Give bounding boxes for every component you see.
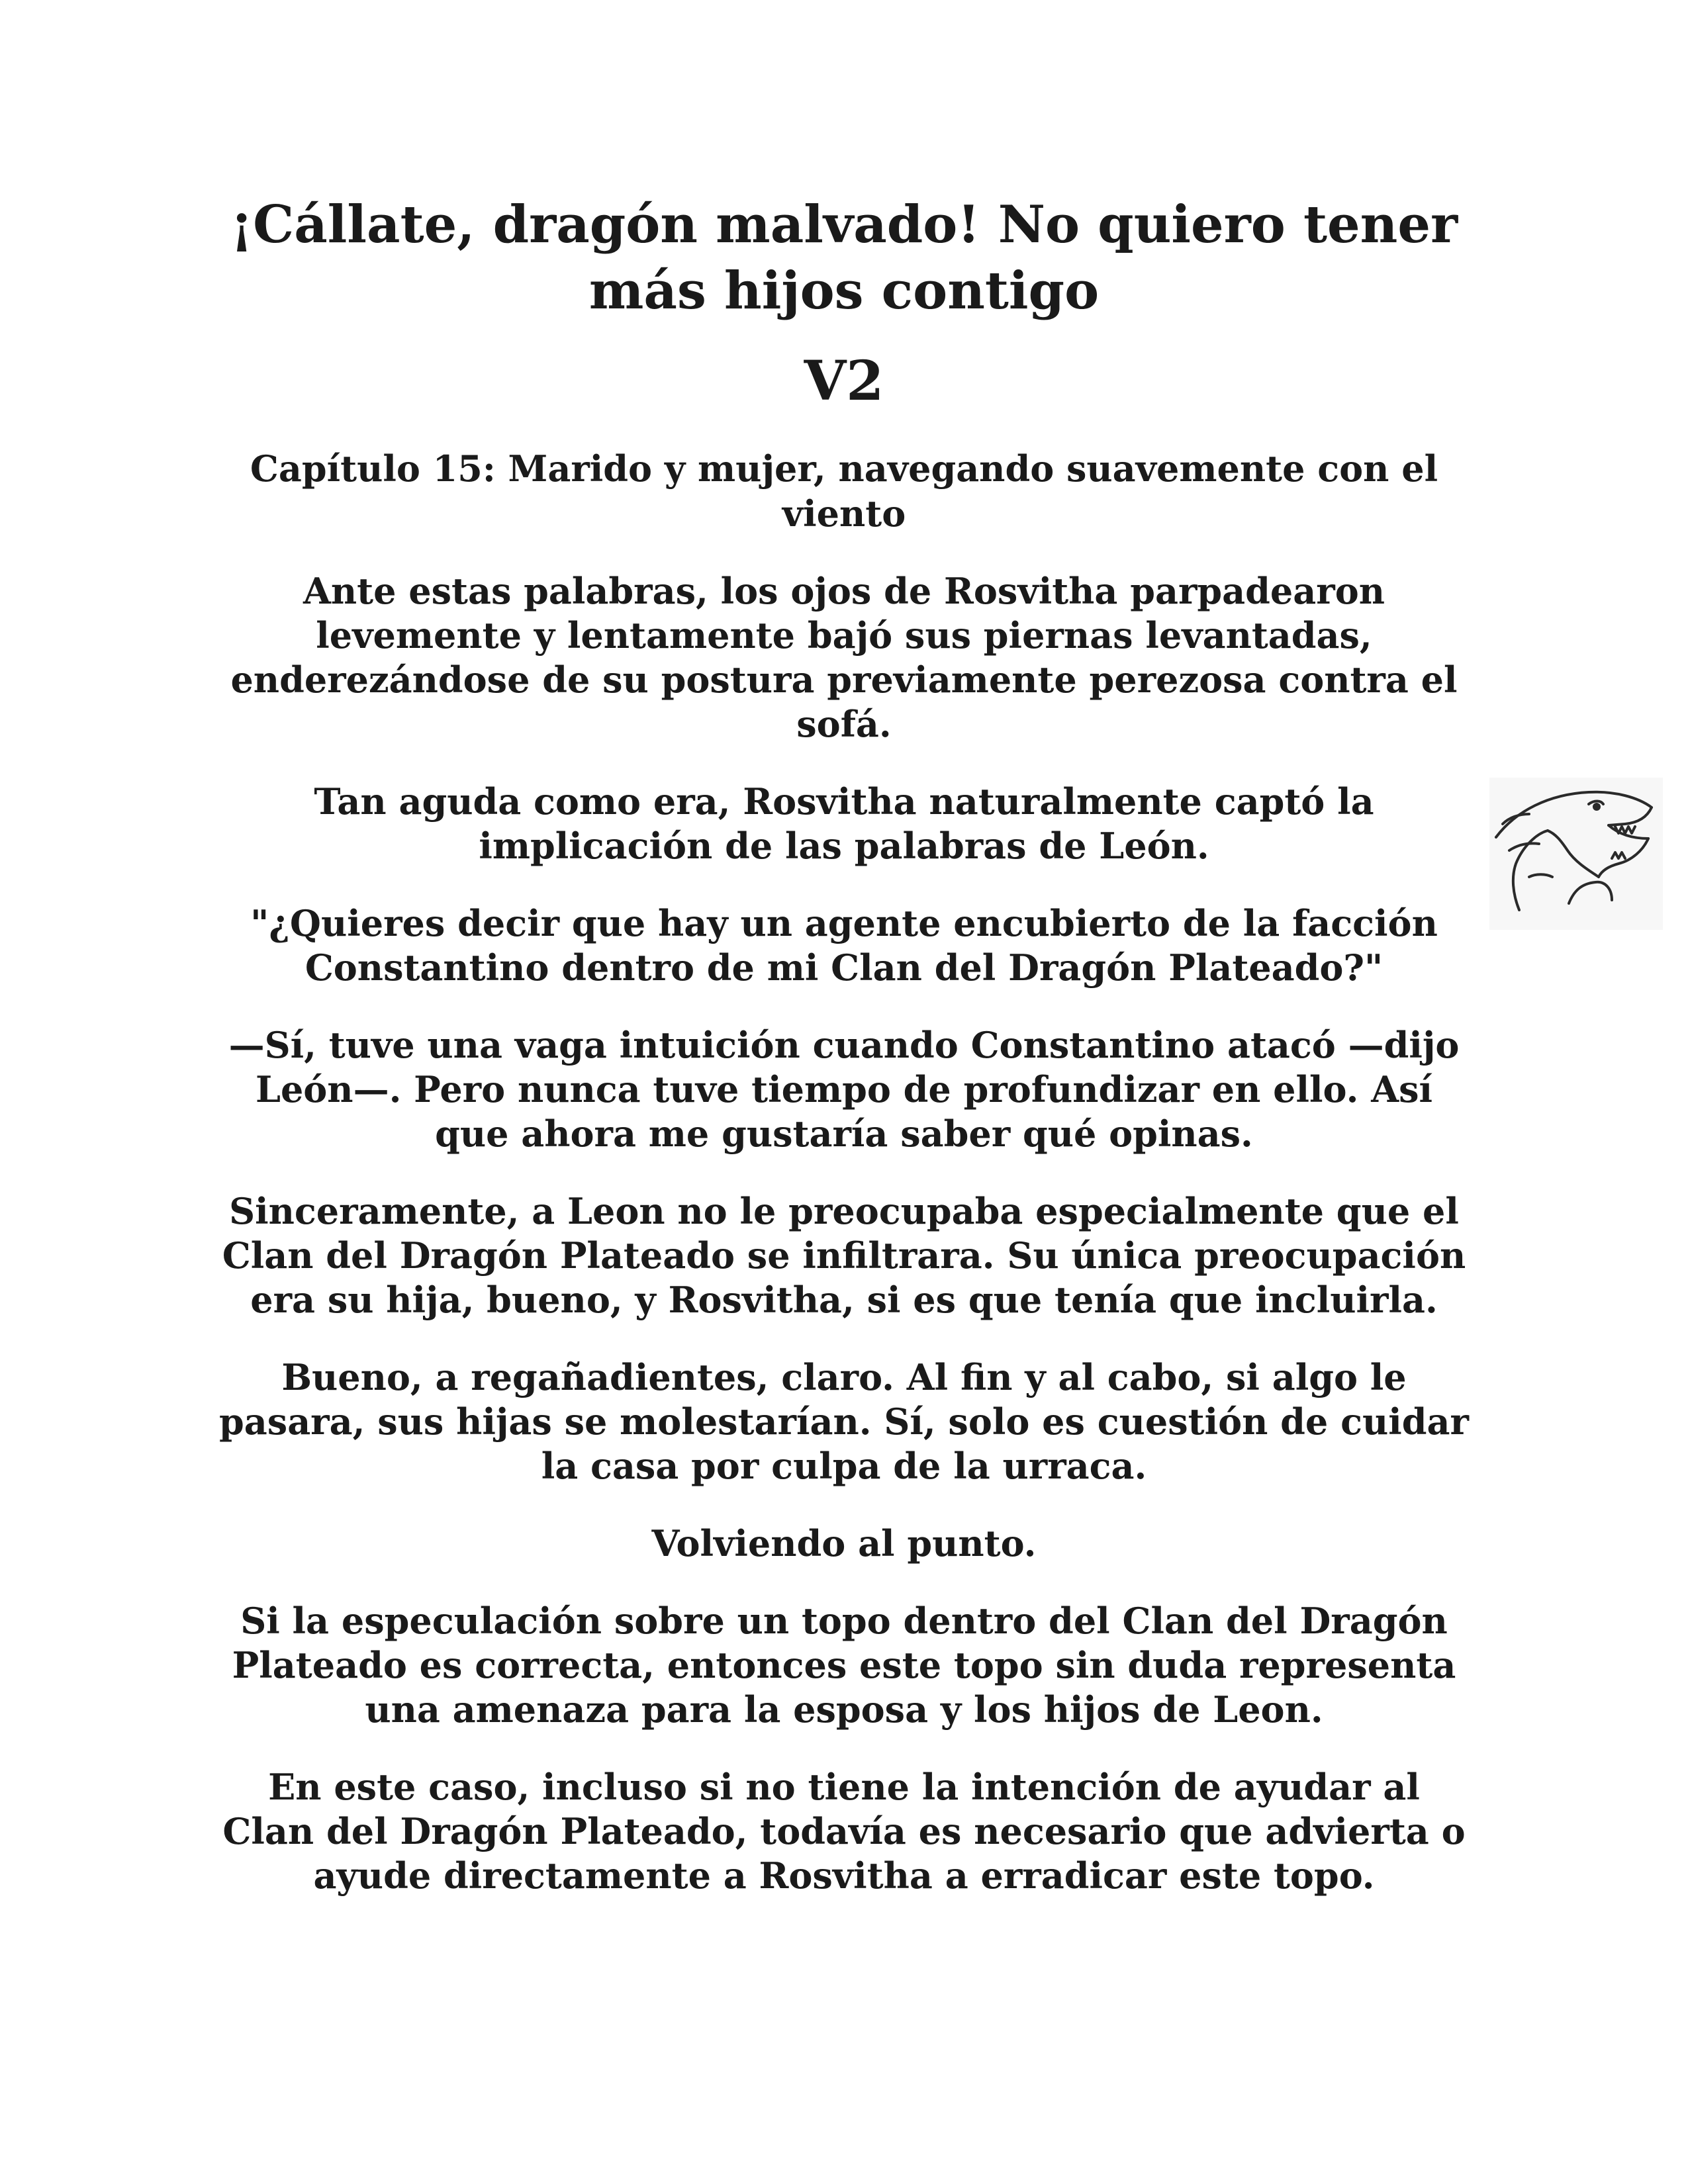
chapter-heading: Capítulo 15: Marido y mujer, navegando suavemente con el viento (250, 447, 1438, 535)
paragraph: —Sí, tuve una vaga intuición cuando Constantino atacó —dijo León—. Pero nunca tuve tiempo de profundizar en ello. Así que ahora me gustaría saber qué opinas. (228, 1024, 1460, 1155)
paragraph: Si la especulación sobre un topo dentro del Clan del Dragón Plateado es correcta, entonces este topo sin duda representa una amenaza para la esposa y los hijos de Leon. (232, 1600, 1456, 1731)
document-title (218, 192, 1470, 324)
document-body (218, 192, 1470, 1898)
dragon-head-sketch-icon (1489, 778, 1663, 930)
paragraph: Ante estas palabras, los ojos de Rosvitha parpadearon levemente y lentamente bajó sus piernas levantadas, enderezándose de su postura previamente perezosa contra el sofá. (230, 570, 1458, 745)
paragraph: Bueno, a regañadientes, claro. Al fin y al cabo, si algo le pasara, sus hijas se molestarían. Sí, solo es cuestión de cuidar la casa por culpa de la urraca. (219, 1356, 1469, 1487)
paragraph: Tan aguda como era, Rosvitha naturalmente captó la implicación de las palabras de León. (314, 780, 1374, 867)
title-line-2: más hijos contigo (588, 261, 1100, 321)
paragraph: En este caso, incluso si no tiene la intención de ayudar al Clan del Dragón Plateado, todavía es necesario que advierta o ayude directamente a Rosvitha a erradicar este topo. (222, 1766, 1466, 1897)
paragraph: Volviendo al punto. (651, 1522, 1037, 1565)
paragraph: Sinceramente, a Leon no le preocupaba especialmente que el Clan del Dragón Plateado se infiltrara. Su única preocupación era su hija, bueno, y Rosvitha, si es que tenía que incluirla. (222, 1190, 1466, 1321)
title-line-1: ¡Cállate, dragón malvado! No quiero tener (230, 195, 1458, 255)
paragraph: "¿Quieres decir que hay un agente encubierto de la facción Constantino dentro de mi Clan del Dragón Plateado?" (250, 902, 1438, 989)
volume-label: V2 (804, 349, 884, 413)
